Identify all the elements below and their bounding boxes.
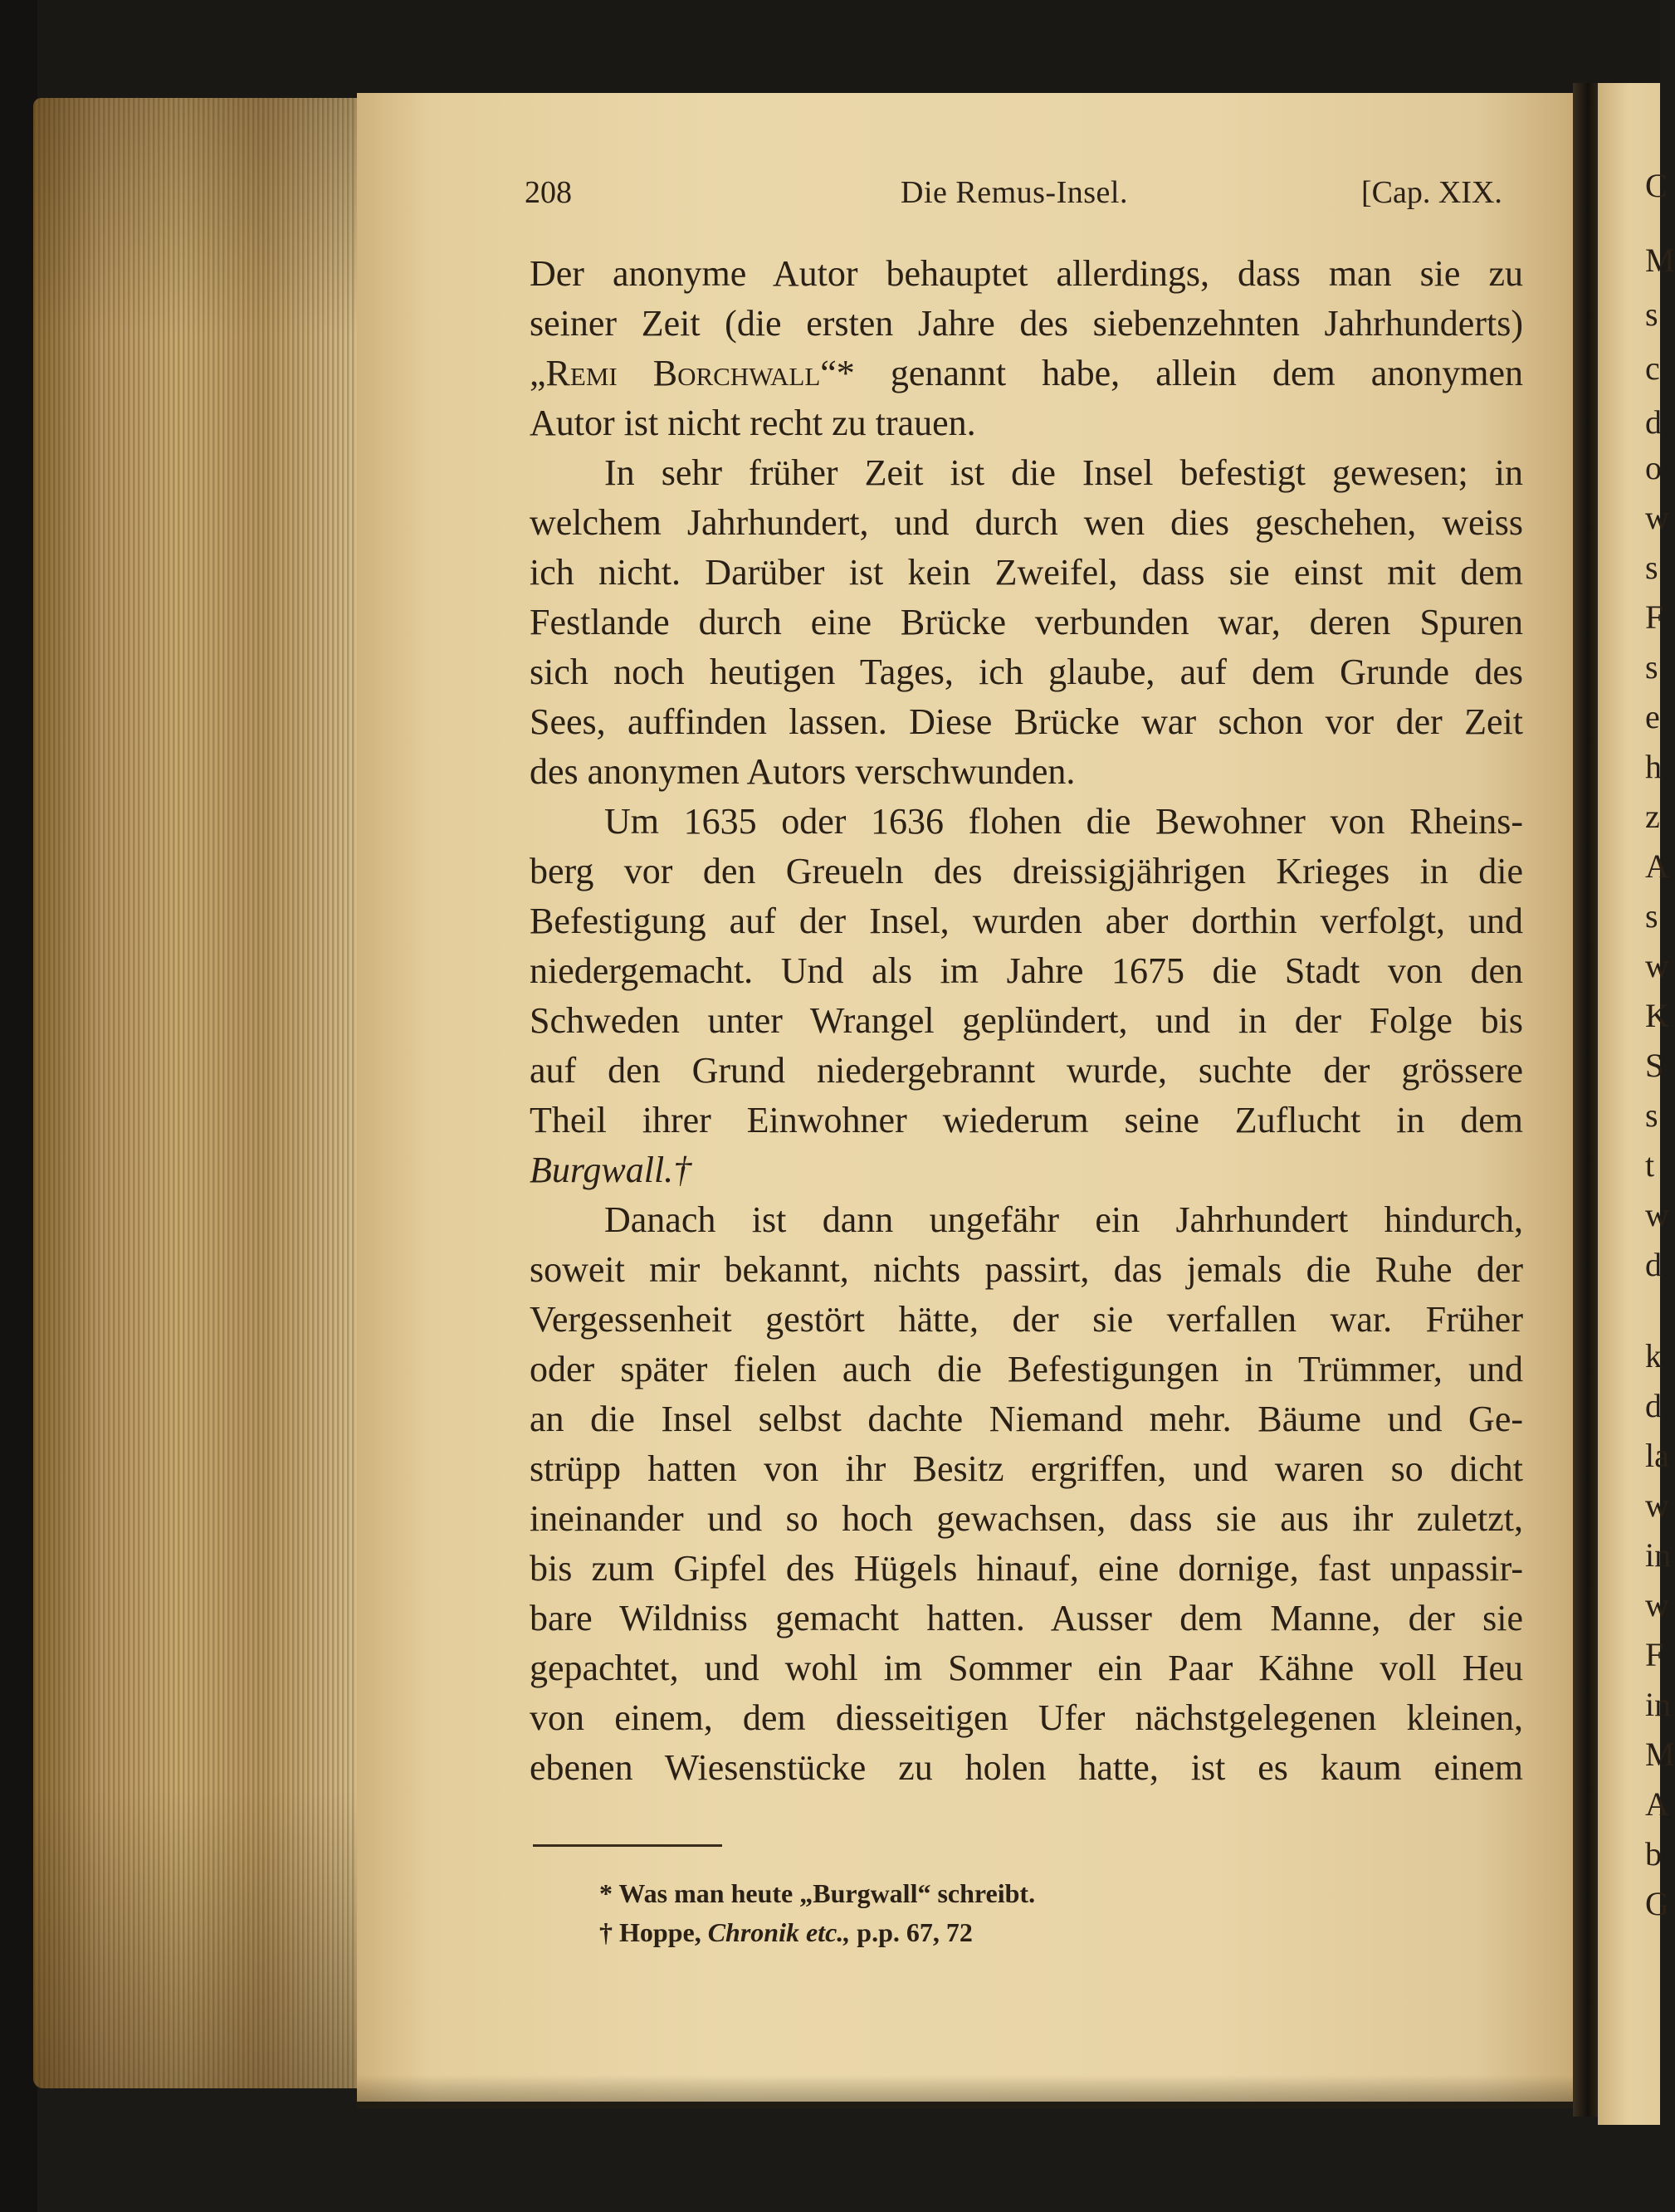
footnote-1: * Was man heute „Burgwall“ schreibt. xyxy=(599,1878,1036,1908)
binding-left xyxy=(0,0,37,2212)
page-edges-shade xyxy=(33,98,361,2088)
quote-open: „ xyxy=(530,353,546,393)
footnote-text: p.p. 67, 72 xyxy=(850,1917,973,1947)
text-line: von einem, dem diesseitigen Ufer nächstgelegenen kleinen, xyxy=(530,1697,1523,1738)
text-line: Theil ihrer Einwohner wiederum seine Zuflucht in dem xyxy=(530,1100,1523,1140)
facing-page-letter: C xyxy=(1645,167,1668,204)
text-line: sich noch heutigen Tages, ich glaube, auf dem Grunde des xyxy=(530,652,1523,692)
text-line: Sees, auffinden lassen. Diese Brücke war schon vor der Zeit xyxy=(530,701,1523,742)
facing-page-letter: o xyxy=(1645,449,1662,486)
facing-page-letter: M xyxy=(1645,242,1675,279)
text-line: soweit mir bekannt, nichts passirt, das jemals die Ruhe der xyxy=(530,1249,1523,1290)
text-line: Der anonyme Autor behauptet allerdings, dass man sie zu xyxy=(530,253,1523,294)
footnote-rule xyxy=(533,1844,722,1847)
facing-page-letter: K xyxy=(1645,997,1669,1034)
footnote-2 xyxy=(599,1917,973,1948)
facing-page-letter: A xyxy=(1645,847,1669,885)
text-line: Befestigung auf der Insel, wurden aber dorthin verfolgt, und xyxy=(530,901,1523,941)
chapter-label: [Cap. XIX. xyxy=(1361,175,1502,210)
facing-page-letter: e xyxy=(1645,698,1660,735)
text-line: berg vor den Greueln des dreissigjährigen Krieges in die xyxy=(530,851,1523,891)
text-line: Autor ist nicht recht zu trauen. xyxy=(530,403,976,443)
text-line xyxy=(530,349,1523,398)
background-top xyxy=(0,0,1660,104)
running-head xyxy=(0,174,1660,224)
text-line: ineinander und so hoch gewachsen, dass sie aus ihr zuletzt, xyxy=(530,1498,1523,1539)
facing-page-letter: d xyxy=(1645,1387,1662,1424)
facing-page-letter: s xyxy=(1645,897,1658,935)
facing-page-letter: c xyxy=(1645,349,1660,387)
text-line: Schweden unter Wrangel geplündert, und in der Folge bis xyxy=(530,1000,1523,1041)
facing-page-letter: A xyxy=(1645,1785,1669,1823)
page-bottom-shadow xyxy=(357,2075,1573,2108)
facing-page-letter: s xyxy=(1645,1096,1658,1134)
facing-page-letter: in xyxy=(1645,1686,1672,1723)
text-line: welchem Jahrhundert, und durch wen dies geschehen, weiss xyxy=(530,502,1523,543)
facing-page-letter: w xyxy=(1645,1586,1669,1624)
facing-page-letter: s xyxy=(1645,295,1658,333)
text-line: strüpp hatten von ihr Besitz ergriffen, und waren so dicht xyxy=(530,1448,1523,1489)
facing-page-letter: w xyxy=(1645,1487,1669,1524)
text-line: bis zum Gipfel des Hügels hinauf, eine dornige, fast unpassir- xyxy=(530,1548,1523,1589)
text-line: ich nicht. Darüber ist kein Zweifel, dass sie einst mit dem xyxy=(530,552,1523,593)
facing-page-letter: w xyxy=(1645,499,1669,536)
running-title: Die Remus-Insel. xyxy=(901,175,1128,210)
facing-page-letter: s xyxy=(1645,549,1658,586)
facing-page-letter: F xyxy=(1645,1636,1664,1673)
text-line: Danach ist dann ungefähr ein Jahrhundert hindurch, xyxy=(604,1199,1523,1240)
facing-page-letter: t xyxy=(1645,1146,1655,1184)
small-caps-name: Remi Borchwall xyxy=(545,353,821,393)
text-line: des anonymen Autors verschwunden. xyxy=(530,751,1076,792)
facing-page-letter: z xyxy=(1645,798,1660,835)
facing-page-letter: in xyxy=(1645,1536,1672,1574)
text-line: bare Wildniss gemacht hatten. Ausser dem Manne, der sie xyxy=(530,1598,1523,1638)
facing-page-letter: la xyxy=(1645,1437,1669,1474)
text-line: oder später fielen auch die Befestigungen in Trümmer, und xyxy=(530,1349,1523,1389)
facing-page-letter: G xyxy=(1645,1885,1669,1922)
footnote-text: † Hoppe, xyxy=(599,1917,708,1947)
text-line: Burgwall.† xyxy=(530,1150,692,1190)
facing-page-letter: w xyxy=(1645,1196,1669,1233)
book-gutter xyxy=(1573,83,1598,2117)
text-line: gepachtet, und wohl im Sommer ein Paar Kähne voll Heu xyxy=(530,1648,1523,1688)
facing-page-letter: F xyxy=(1645,598,1664,636)
facing-page-letter: w xyxy=(1645,947,1669,984)
facing-page-letter: S xyxy=(1645,1047,1664,1084)
page-number: 208 xyxy=(525,175,572,210)
facing-page-letter: d xyxy=(1645,403,1662,441)
facing-page-letter: k xyxy=(1645,1337,1662,1375)
text-line: Festlande durch eine Brücke verbunden war, deren Spuren xyxy=(530,602,1523,642)
text-line: Um 1635 oder 1636 flohen die Bewohner von Rheins- xyxy=(604,801,1523,842)
facing-page-letter: M xyxy=(1645,1736,1675,1773)
text-line: In sehr früher Zeit ist die Insel befestigt gewesen; in xyxy=(604,452,1523,493)
text-line: auf den Grund niedergebrannt wurde, suchte der grössere xyxy=(530,1050,1523,1091)
facing-page-letter: h xyxy=(1645,748,1662,785)
text-line: seiner Zeit (die ersten Jahre des siebenzehnten Jahrhunderts) xyxy=(530,303,1523,344)
text-line: niedergemacht. Und als im Jahre 1675 die Stadt von den xyxy=(530,950,1523,991)
text-fragment: “* genannt habe, allein dem anonymen xyxy=(820,353,1523,393)
footnote-italic: Chronik etc., xyxy=(707,1917,851,1947)
text-line: ebenen Wiesenstücke zu holen hatte, ist es kaum einem xyxy=(530,1747,1523,1788)
facing-page-letter: d xyxy=(1645,1246,1662,1283)
facing-page-letter: b xyxy=(1645,1835,1662,1873)
facing-page-letter: s xyxy=(1645,648,1658,686)
text-line: an die Insel selbst dachte Niemand mehr. Bäume und Ge- xyxy=(530,1399,1523,1439)
text-line: Vergessenheit gestört hätte, der sie verfallen war. Früher xyxy=(530,1299,1523,1340)
